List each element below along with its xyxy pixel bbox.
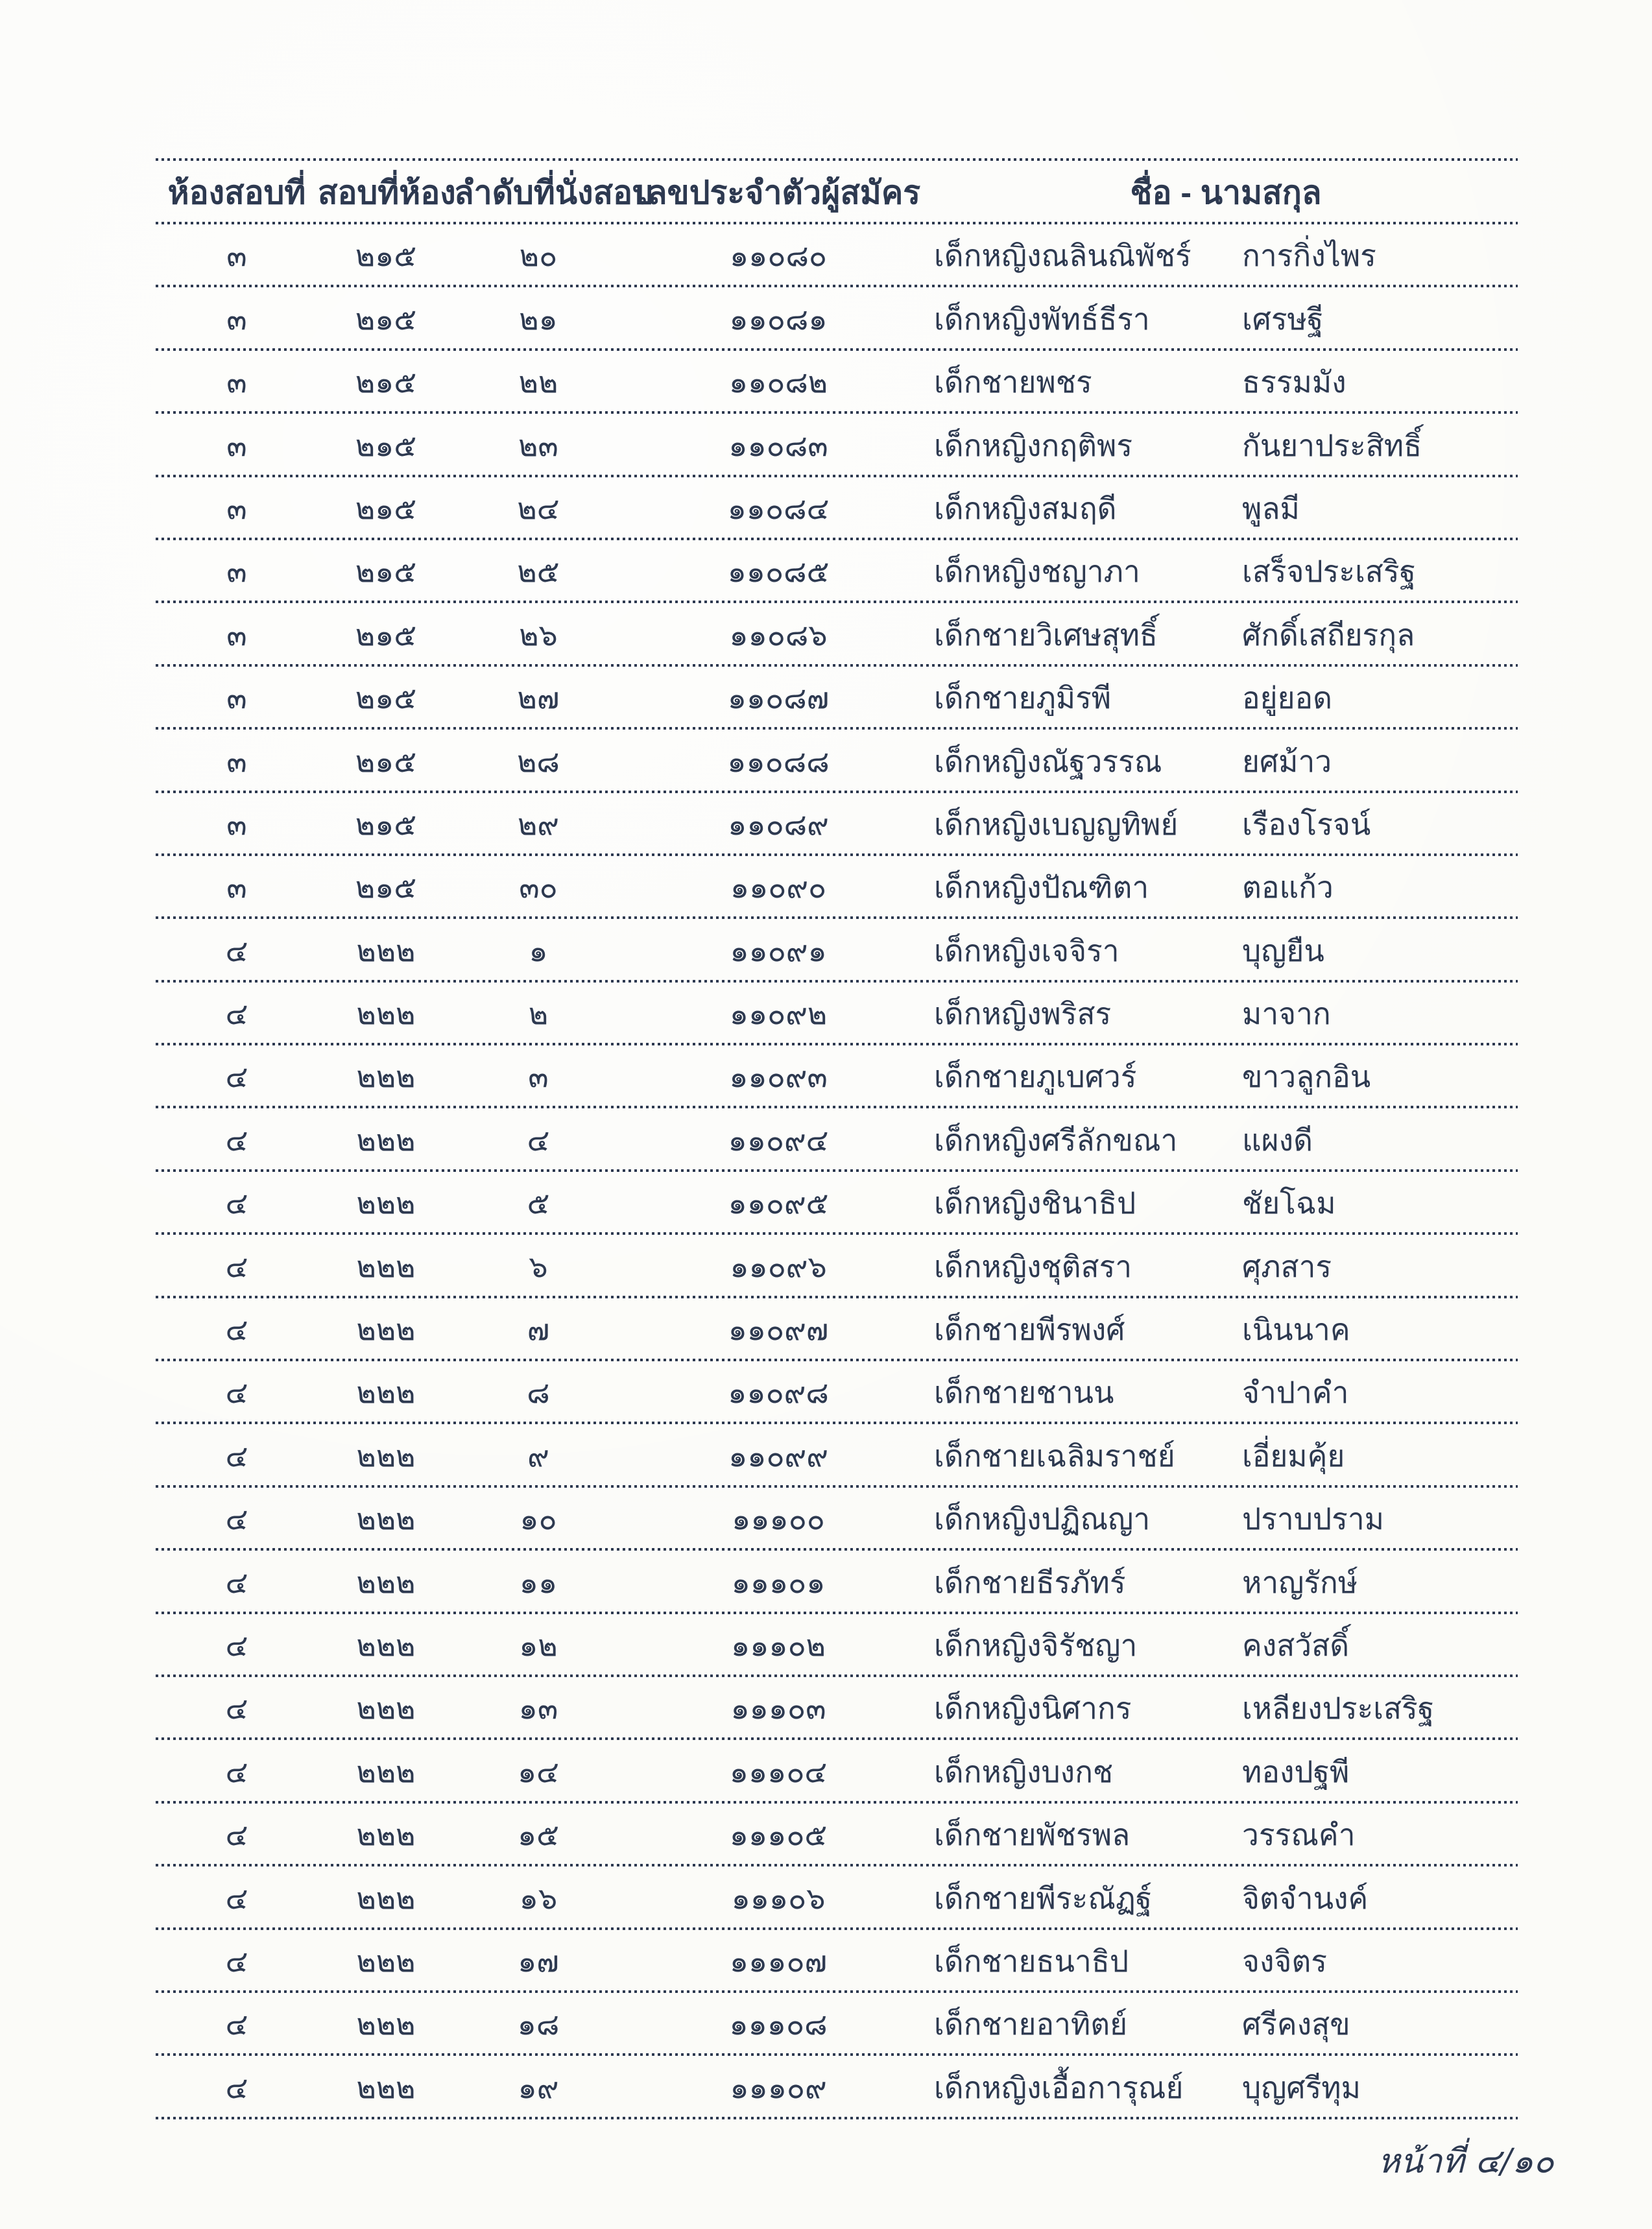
table-row — [156, 1235, 1518, 1298]
cell-exam-room-no: ๔ — [225, 933, 248, 968]
cell-surname: ศรีคงสุข — [1242, 2007, 1350, 2042]
cell-exam-room-no: ๔ — [225, 997, 248, 1031]
cell-first-name: เด็กหญิงณลินณิพัชร์ — [934, 239, 1191, 273]
table-body — [156, 224, 1518, 2119]
cell-surname: ปราบปราม — [1242, 1502, 1384, 1536]
cell-seat-order: ๒๙ — [517, 807, 559, 841]
cell-exam-room-no: ๔ — [225, 1691, 248, 1726]
cell-first-name: เด็กหญิงชญาภา — [934, 554, 1140, 589]
cell-first-name: เด็กหญิงกฤติพร — [934, 428, 1133, 462]
cell-exam-room-no: ๔ — [225, 2007, 248, 2042]
cell-first-name: เด็กชายภูเบศวร์ — [934, 1060, 1137, 1094]
cell-room: ๒๒๒ — [356, 1881, 416, 1915]
table-row — [156, 1866, 1518, 1929]
cell-room: ๒๒๒ — [356, 1628, 416, 1662]
table-header-row — [156, 161, 1518, 224]
cell-surname: เสร็จประเสริฐ — [1242, 554, 1416, 589]
cell-applicant-id: ๑๑๐๙๘ — [728, 1376, 829, 1410]
cell-surname: เนินนาค — [1242, 1313, 1350, 1347]
cell-seat-order: ๑๘ — [517, 2007, 560, 2042]
cell-surname: ศุภสาร — [1242, 1249, 1332, 1283]
cell-room: ๒๒๒ — [356, 2007, 416, 2042]
cell-exam-room-no: ๓ — [226, 365, 247, 399]
cell-applicant-id: ๑๑๐๘๒ — [728, 365, 828, 399]
cell-first-name: เด็กชายชานน — [934, 1376, 1114, 1410]
cell-first-name: เด็กหญิงเบญญทิพย์ — [934, 807, 1179, 841]
cell-room: ๒๒๒ — [356, 1060, 416, 1094]
cell-room: ๒๑๕ — [355, 302, 417, 336]
cell-room: ๒๒๒ — [356, 1944, 416, 1978]
cell-surname: แผงดี — [1242, 1123, 1313, 1157]
cell-applicant-id: ๑๑๐๘๗ — [727, 681, 830, 715]
cell-exam-room-no: ๔ — [225, 1818, 248, 1852]
cell-first-name: เด็กชายวิเศษสุทธิ์ — [934, 617, 1158, 652]
cell-applicant-id: ๑๑๐๘๓ — [728, 428, 828, 462]
cell-surname: เศรษฐี — [1242, 302, 1324, 336]
cell-surname: มาจาก — [1242, 997, 1331, 1031]
cell-surname: เอี่ยมคุ้ย — [1242, 1438, 1345, 1473]
table-row — [156, 2056, 1518, 2119]
cell-applicant-id: ๑๑๐๘๙ — [728, 807, 829, 841]
table-row — [156, 1045, 1518, 1108]
page-number: หน้าที่ ๔/๑๐ — [1378, 2142, 1554, 2181]
cell-seat-order: ๔ — [527, 1123, 550, 1157]
cell-surname: บุญศรีทุม — [1242, 2070, 1361, 2104]
cell-seat-order: ๑๓ — [518, 1691, 558, 1726]
cell-seat-order: ๘ — [527, 1376, 550, 1410]
table-row — [156, 1488, 1518, 1551]
cell-applicant-id: ๑๑๐๙๗ — [728, 1313, 829, 1347]
cell-exam-room-no: ๓ — [226, 681, 247, 715]
cell-surname: เหลียงประเสริฐ — [1242, 1691, 1435, 1726]
cell-surname: หาญรักษ์ — [1242, 1565, 1358, 1599]
cell-surname: ธรรมมัง — [1242, 365, 1347, 399]
cell-seat-order: ๒๘ — [517, 744, 560, 778]
cell-room: ๒๑๕ — [355, 554, 417, 589]
cell-seat-order: ๑๑ — [519, 1565, 558, 1599]
cell-surname: ชัยโฉม — [1242, 1186, 1336, 1221]
cell-seat-order: ๒๒ — [518, 365, 558, 399]
table-row — [156, 1361, 1518, 1424]
cell-first-name: เด็กหญิงพริสร — [934, 997, 1112, 1031]
cell-seat-order: ๑๐ — [520, 1502, 557, 1536]
table-row — [156, 793, 1518, 856]
cell-room: ๒๑๕ — [355, 681, 417, 715]
cell-seat-order: ๑ — [529, 933, 548, 968]
cell-applicant-id: ๑๑๐๘๔ — [727, 491, 830, 525]
cell-exam-room-no: ๓ — [226, 428, 247, 462]
cell-seat-order: ๗ — [527, 1313, 550, 1347]
cell-exam-room-no: ๔ — [225, 2070, 248, 2104]
cell-surname: ตอแก้ว — [1242, 870, 1334, 905]
table-row — [156, 224, 1518, 287]
table-row — [156, 1172, 1518, 1235]
header-applicant-id: เลขประจำตัวผู้สมัคร — [636, 174, 921, 211]
header-exam-room-no: ห้องสอบที่ — [167, 174, 306, 211]
cell-first-name: เด็กหญิงปฏิณญา — [934, 1502, 1151, 1536]
cell-applicant-id: ๑๑๑๐๖ — [731, 1881, 826, 1915]
cell-seat-order: ๒๕ — [517, 554, 560, 589]
cell-room: ๒๑๕ — [355, 870, 417, 905]
cell-exam-room-no: ๔ — [225, 1565, 248, 1599]
cell-exam-room-no: ๔ — [225, 1186, 248, 1221]
cell-room: ๒๒๒ — [356, 1754, 416, 1789]
cell-room: ๒๑๕ — [355, 617, 417, 652]
table-row — [156, 856, 1518, 919]
cell-exam-room-no: ๓ — [226, 617, 247, 652]
cell-applicant-id: ๑๑๑๐๒ — [731, 1628, 826, 1662]
cell-exam-room-no: ๔ — [225, 1502, 248, 1536]
cell-exam-room-no: ๔ — [225, 1438, 248, 1473]
cell-room: ๒๒๒ — [356, 1123, 416, 1157]
cell-first-name: เด็กชายเฉลิมราชย์ — [934, 1438, 1175, 1473]
cell-seat-order: ๓ — [528, 1060, 549, 1094]
cell-surname: ขาวลูกอิน — [1242, 1060, 1371, 1094]
table-row — [156, 477, 1518, 540]
cell-seat-order: ๒๔ — [517, 491, 560, 525]
cell-first-name: เด็กหญิงพัทธ์ธีรา — [934, 302, 1150, 336]
cell-seat-order: ๙ — [527, 1438, 549, 1473]
cell-applicant-id: ๑๑๐๙๒ — [729, 997, 828, 1031]
cell-first-name: เด็กชายภูมิรพี — [934, 681, 1112, 715]
cell-seat-order: ๒๗ — [517, 681, 560, 715]
table-row — [156, 1677, 1518, 1740]
cell-exam-room-no: ๔ — [225, 1123, 248, 1157]
cell-exam-room-no: ๔ — [225, 1881, 248, 1915]
cell-first-name: เด็กชายธนาธิป — [934, 1944, 1129, 1978]
cell-surname: จิตจำนงค์ — [1242, 1881, 1369, 1915]
table-row — [156, 1298, 1518, 1361]
cell-exam-room-no: ๓ — [226, 239, 247, 273]
cell-applicant-id: ๑๑๑๐๘ — [729, 2007, 828, 2042]
cell-room: ๒๒๒ — [356, 1186, 416, 1221]
table-row — [156, 1930, 1518, 1993]
cell-applicant-id: ๑๑๐๙๑ — [730, 933, 827, 968]
cell-surname: กันยาประสิทธิ์ — [1242, 428, 1422, 462]
cell-exam-room-no: ๓ — [226, 870, 247, 905]
table-row — [156, 540, 1518, 603]
cell-surname: จำปาคำ — [1242, 1376, 1349, 1410]
cell-surname: พูลมี — [1242, 491, 1300, 525]
cell-first-name: เด็กชายพัชรพล — [934, 1818, 1131, 1852]
cell-surname: วรรณคำ — [1242, 1818, 1356, 1852]
cell-room: ๒๒๒ — [356, 997, 416, 1031]
cell-seat-order: ๑๔ — [517, 1754, 559, 1789]
cell-first-name: เด็กหญิงจิรัชญา — [934, 1628, 1138, 1662]
cell-applicant-id: ๑๑๐๙๐ — [730, 870, 827, 905]
table-row — [156, 1804, 1518, 1866]
cell-surname: ทองปฐพี — [1242, 1754, 1350, 1789]
cell-exam-room-no: ๓ — [226, 491, 247, 525]
cell-seat-order: ๑๒ — [519, 1628, 558, 1662]
cell-exam-room-no: ๔ — [225, 1313, 248, 1347]
table-row — [156, 667, 1518, 730]
cell-applicant-id: ๑๑๑๐๔ — [729, 1754, 828, 1789]
cell-seat-order: ๑๙ — [518, 2070, 559, 2104]
cell-seat-order: ๑๗ — [518, 1944, 559, 1978]
table-row — [156, 1551, 1518, 1614]
cell-room: ๒๒๒ — [356, 2070, 416, 2104]
cell-room: ๒๒๒ — [356, 1502, 416, 1536]
cell-first-name: เด็กชายอาทิตย์ — [934, 2007, 1128, 2042]
cell-first-name: เด็กหญิงนิศากร — [934, 1691, 1132, 1726]
cell-room: ๒๑๕ — [355, 807, 417, 841]
cell-first-name: เด็กหญิงเอื้อการุณย์ — [934, 2070, 1184, 2104]
cell-room: ๒๒๒ — [356, 1249, 416, 1283]
cell-surname: คงสวัสดิ์ — [1242, 1628, 1350, 1662]
table-row — [156, 919, 1518, 982]
cell-applicant-id: ๑๑๐๙๙ — [728, 1438, 828, 1473]
cell-room: ๒๑๕ — [355, 365, 417, 399]
table-row — [156, 1614, 1518, 1677]
cell-exam-room-no: ๔ — [225, 1628, 248, 1662]
cell-exam-room-no: ๓ — [226, 807, 247, 841]
cell-room: ๒๑๕ — [355, 491, 417, 525]
cell-seat-order: ๕ — [527, 1186, 550, 1221]
cell-first-name: เด็กชายพีรพงศ์ — [934, 1313, 1125, 1347]
cell-applicant-id: ๑๑๐๘๐ — [729, 239, 828, 273]
cell-room: ๒๒๒ — [356, 1376, 416, 1410]
cell-applicant-id: ๑๑๐๙๔ — [728, 1123, 829, 1157]
cell-applicant-id: ๑๑๐๘๘ — [727, 744, 830, 778]
header-seat-order: ลำดับที่นั่งสอบ — [454, 174, 653, 211]
cell-exam-room-no: ๔ — [225, 1060, 248, 1094]
cell-applicant-id: ๑๑๐๘๖ — [729, 617, 828, 652]
cell-applicant-id: ๑๑๐๘๕ — [727, 554, 830, 589]
cell-seat-order: ๓๐ — [519, 870, 558, 905]
cell-exam-room-no: ๔ — [225, 1754, 248, 1789]
cell-first-name: เด็กหญิงปัณฑิตา — [934, 870, 1149, 905]
cell-exam-room-no: ๓ — [226, 302, 247, 336]
cell-first-name: เด็กชายพีระณัฏฐ์ — [934, 1881, 1153, 1915]
table-row — [156, 730, 1518, 793]
cell-first-name: เด็กหญิงเจจิรา — [934, 933, 1119, 968]
cell-seat-order: ๒๑ — [519, 302, 558, 336]
table-row — [156, 351, 1518, 414]
table-row — [156, 1424, 1518, 1487]
cell-exam-room-no: ๓ — [226, 744, 247, 778]
table-row — [156, 1993, 1518, 2056]
header-room: สอบที่ห้อง — [318, 174, 456, 211]
cell-exam-room-no: ๓ — [226, 554, 247, 589]
cell-room: ๒๑๕ — [355, 428, 417, 462]
cell-first-name: เด็กหญิงณัฐวรรณ — [934, 744, 1162, 778]
cell-room: ๒๒๒ — [356, 1313, 416, 1347]
cell-room: ๒๑๕ — [355, 744, 417, 778]
cell-surname: เรืองโรจน์ — [1242, 807, 1371, 841]
cell-seat-order: ๑๕ — [517, 1818, 559, 1852]
cell-surname: ยศม้าว — [1242, 744, 1332, 778]
cell-seat-order: ๒๐ — [519, 239, 558, 273]
cell-seat-order: ๒๖ — [519, 617, 558, 652]
cell-surname: จงจิตร — [1242, 1944, 1327, 1978]
table-row — [156, 603, 1518, 666]
cell-applicant-id: ๑๑๐๙๕ — [728, 1186, 829, 1221]
cell-applicant-id: ๑๑๑๐๐ — [732, 1502, 825, 1536]
cell-surname: อยู่ยอด — [1242, 681, 1333, 715]
cell-applicant-id: ๑๑๐๙๓ — [729, 1060, 828, 1094]
cell-exam-room-no: ๔ — [225, 1376, 248, 1410]
cell-applicant-id: ๑๑๑๐๓ — [730, 1691, 826, 1726]
cell-first-name: เด็กชายพชร — [934, 365, 1092, 399]
cell-applicant-id: ๑๑๑๐๑ — [731, 1565, 826, 1599]
cell-room: ๒๒๒ — [356, 1565, 416, 1599]
cell-first-name: เด็กหญิงสมฤดี — [934, 491, 1117, 525]
cell-first-name: เด็กหญิงบงกช — [934, 1754, 1114, 1789]
cell-applicant-id: ๑๑๑๐๕ — [729, 1818, 828, 1852]
table-row — [156, 983, 1518, 1045]
table-row — [156, 287, 1518, 350]
cell-applicant-id: ๑๑๐๙๖ — [730, 1249, 827, 1283]
cell-first-name: เด็กหญิงศรีลักขณา — [934, 1123, 1178, 1157]
cell-seat-order: ๒ — [528, 997, 549, 1031]
cell-room: ๒๒๒ — [356, 1438, 416, 1473]
table-row — [156, 414, 1518, 477]
cell-room: ๒๒๒ — [356, 933, 416, 968]
cell-room: ๒๒๒ — [356, 1691, 416, 1726]
cell-applicant-id: ๑๑๑๐๙ — [730, 2070, 827, 2104]
cell-first-name: เด็กหญิงชุติสรา — [934, 1249, 1132, 1283]
header-full-name: ชื่อ - นามสกุล — [1130, 174, 1322, 211]
cell-first-name: เด็กชายธีรภัทร์ — [934, 1565, 1126, 1599]
table-row — [156, 1740, 1518, 1803]
cell-room: ๒๒๒ — [356, 1818, 416, 1852]
cell-surname: ศักดิ์เสถียรกุล — [1242, 617, 1415, 652]
cell-seat-order: ๑๖ — [519, 1881, 558, 1915]
cell-seat-order: ๒๓ — [518, 428, 558, 462]
table-row — [156, 1108, 1518, 1171]
cell-exam-room-no: ๔ — [225, 1944, 248, 1978]
cell-surname: บุญยืน — [1242, 933, 1324, 968]
exam-seating-table — [156, 158, 1518, 2119]
cell-room: ๒๑๕ — [355, 239, 417, 273]
cell-first-name: เด็กหญิงชินาธิป — [934, 1186, 1136, 1221]
cell-surname: การกิ่งไพร — [1242, 239, 1376, 273]
cell-exam-room-no: ๔ — [225, 1249, 248, 1283]
cell-seat-order: ๖ — [529, 1249, 548, 1283]
cell-applicant-id: ๑๑๐๘๑ — [729, 302, 828, 336]
cell-applicant-id: ๑๑๑๐๗ — [729, 1944, 828, 1978]
